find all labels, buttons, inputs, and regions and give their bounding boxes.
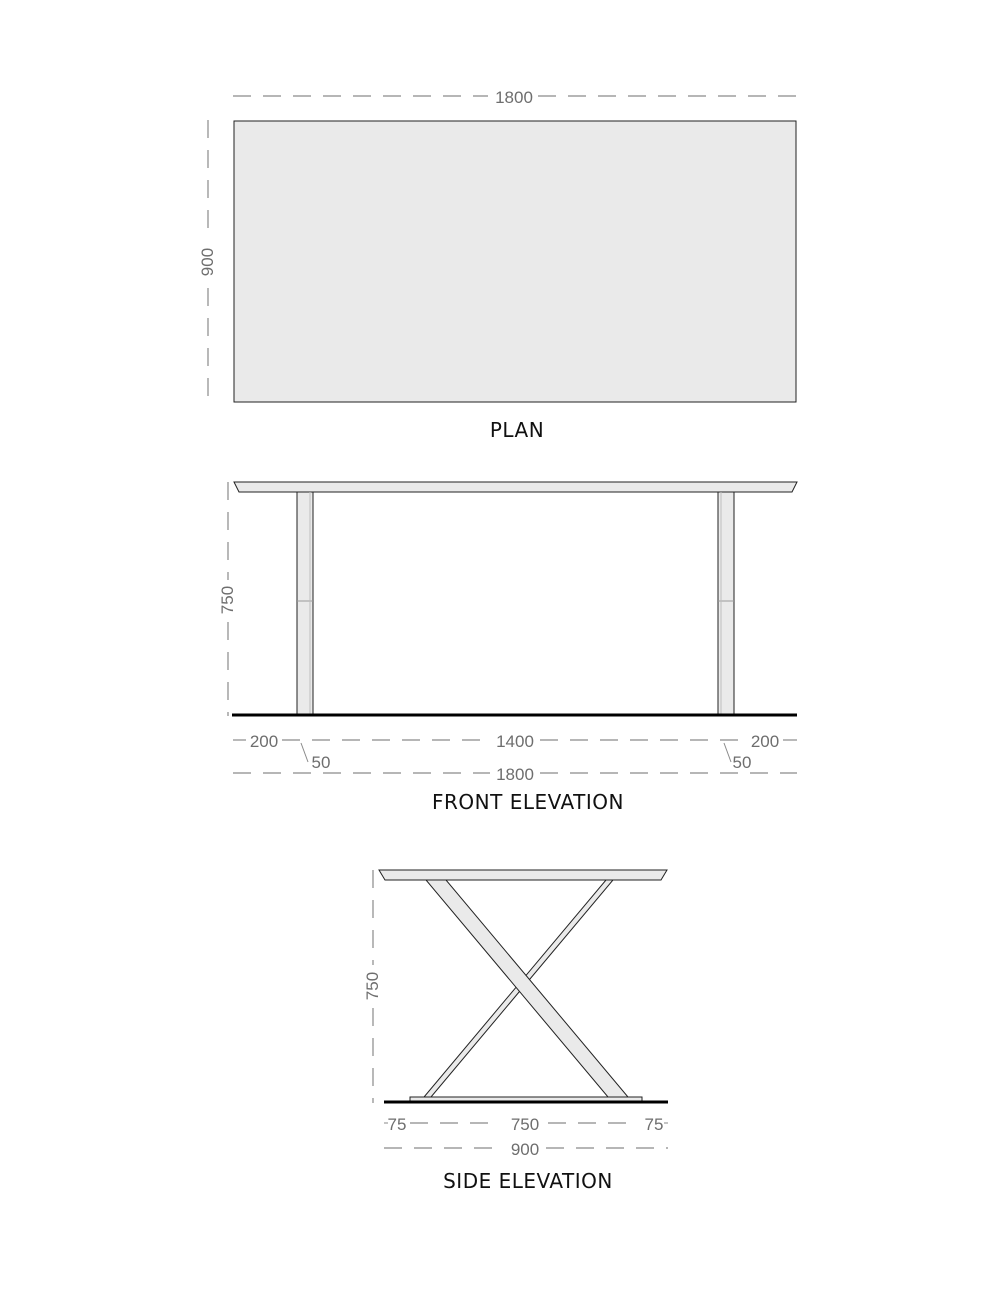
plan-tabletop xyxy=(234,121,796,402)
side-total-label: 900 xyxy=(510,1140,540,1159)
plan-width-label: 1800 xyxy=(495,88,533,107)
front-right-leg-label: 50 xyxy=(732,753,752,772)
front-right-leg-leader xyxy=(724,743,731,762)
front-total-label: 1800 xyxy=(496,765,534,784)
side-height-label: 750 xyxy=(363,971,382,1001)
front-span-label: 1400 xyxy=(496,732,534,751)
front-left-leg xyxy=(297,492,313,715)
front-right-leg xyxy=(718,492,734,715)
front-title: FRONT ELEVATION xyxy=(432,790,624,814)
side-span-label: 750 xyxy=(510,1115,540,1134)
plan-view xyxy=(198,88,797,442)
front-elevation-view xyxy=(218,482,797,814)
front-right-offset-label: 200 xyxy=(750,732,780,751)
front-left-offset-label: 200 xyxy=(249,732,279,751)
side-elevation-view xyxy=(363,870,668,1193)
side-tabletop xyxy=(379,870,667,880)
side-title: SIDE ELEVATION xyxy=(443,1169,613,1193)
plan-title: PLAN xyxy=(489,418,545,442)
side-left-offset-label: 75 xyxy=(387,1115,407,1134)
front-left-leg-label: 50 xyxy=(311,753,331,772)
front-left-leg-leader xyxy=(301,743,308,762)
front-height-label: 750 xyxy=(218,585,237,615)
front-tabletop xyxy=(234,482,797,492)
side-right-offset-label: 75 xyxy=(644,1115,664,1134)
plan-depth-label: 900 xyxy=(198,247,217,277)
